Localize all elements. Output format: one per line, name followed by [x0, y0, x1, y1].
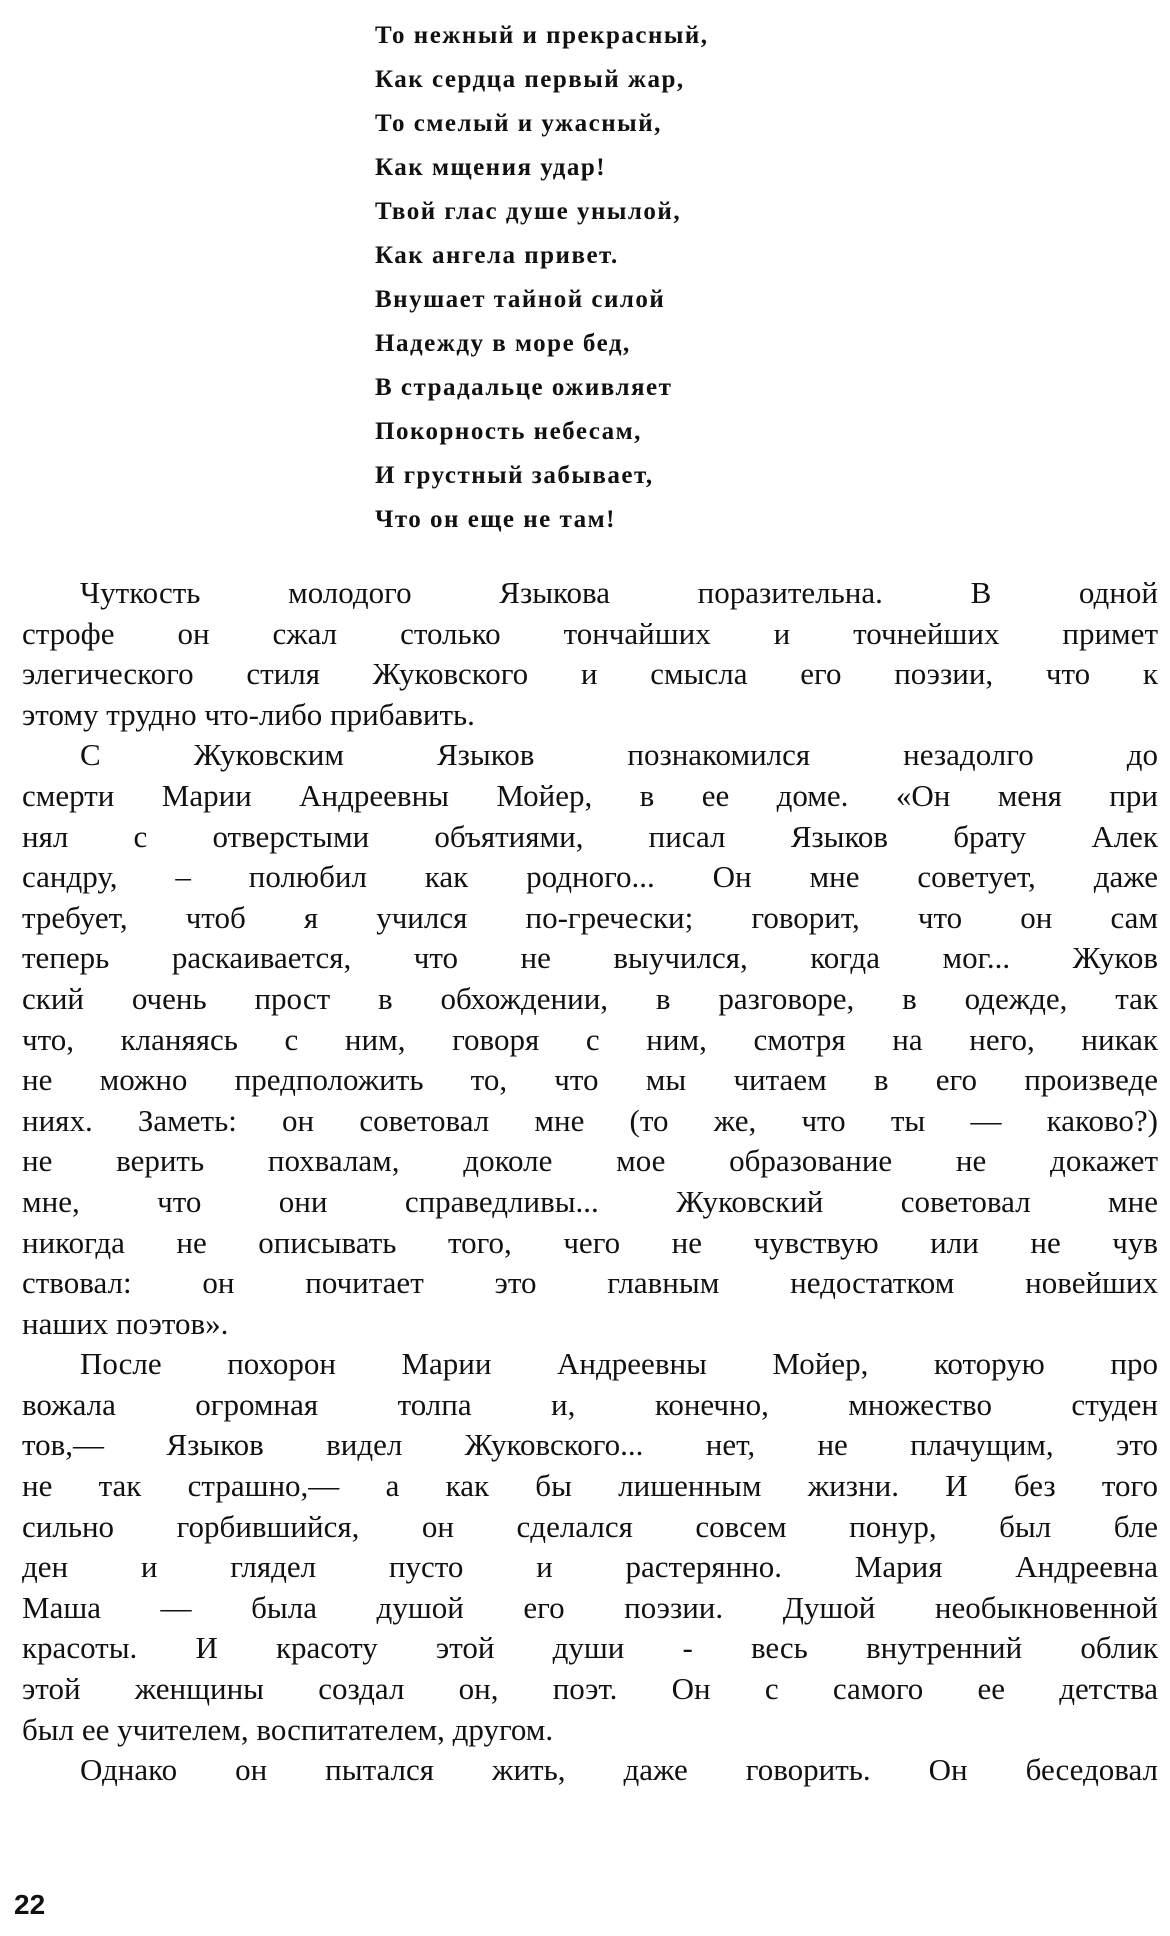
prose-line: не можно предположить то, что мы читаем в его произведе [22, 1062, 1158, 1098]
poem-line: Внушает тайной силой [375, 286, 666, 313]
prose-line: ниях. Заметь: он советовал мне (то же, что ты — каково?) [22, 1102, 1158, 1138]
poem-line: В страдальце оживляет [375, 374, 673, 401]
prose-line: теперь раскаивается, что не выучился, когда мог... Жуков [22, 940, 1158, 976]
poem-line: Твой глас душе унылой, [375, 198, 682, 225]
prose-line: смерти Марии Андреевны Мойер, в ее доме. «Он меня при [22, 777, 1158, 813]
prose-body [22, 573, 1158, 1791]
prose-line: Чуткость молодого Языкова поразительна. В одной [80, 575, 1158, 610]
poem-line: Как мщения удар! [375, 154, 607, 181]
prose-line: требует, чтоб я учился по-гречески; говорит, что он сам [22, 899, 1158, 935]
prose-line: ствовал: он почитает это главным недостатком новейших [22, 1265, 1158, 1301]
prose-line: нял с отверстыми объятиями, писал Языков брату Алек [22, 818, 1158, 854]
prose-line: что, кланяясь с ним, говоря с ним, смотря на него, никак [22, 1021, 1158, 1057]
prose-line: элегического стиля Жуковского и смысла его поэзии, что к [22, 656, 1158, 692]
prose-line: ский очень прост в обхождении, в разговоре, в одежде, так [22, 980, 1158, 1016]
poem-line: Что он еще не там! [375, 506, 616, 533]
prose-line: сильно горбившийся, он сделался совсем понур, был бле [22, 1508, 1158, 1544]
poem-line: Как ангела привет. [375, 242, 619, 269]
prose-line: Маша — была душой его поэзии. Душой необыкновенной [22, 1589, 1158, 1625]
prose-line: ден и глядел пусто и растерянно. Мария Андреевна [22, 1549, 1158, 1585]
poem-line: Надежду в море бед, [375, 330, 631, 357]
prose-line: тов,— Языков видел Жуковского... нет, не плачущим, это [22, 1427, 1158, 1463]
prose-line: мне, что они справедливы... Жуковский советовал мне [22, 1183, 1158, 1219]
prose-line: Однако он пытался жить, даже говорить. Он беседовал [80, 1752, 1158, 1788]
poem-stanza [375, 14, 895, 542]
prose-line: вожала огромная толпа и, конечно, множество студен [22, 1386, 1158, 1422]
prose-line: был ее учителем, воспитателем, другом. [22, 1711, 554, 1747]
poem-line: Покорность небесам, [375, 418, 642, 445]
prose-line: С Жуковским Языков познакомился незадолго до [80, 737, 1158, 773]
prose-line: строфе он сжал столько тончайших и точнейших примет [22, 615, 1158, 651]
page-number: 22 [14, 1889, 46, 1920]
prose-line: этой женщины создал он, поэт. Он с самого ее детства [22, 1671, 1158, 1707]
prose-line: не так страшно,— а как бы лишенным жизни. И без того [22, 1468, 1158, 1504]
prose-line: красоты. И красоту этой души - весь внутренний облик [22, 1630, 1158, 1666]
poem-line: И грустный забывает, [375, 462, 654, 489]
prose-line: сандру, – полюбил как родного... Он мне советует, даже [22, 859, 1158, 895]
poem-line: То нежный и прекрасный, [375, 22, 709, 49]
prose-line: никогда не описывать того, чего не чувствую или не чув [22, 1224, 1158, 1260]
prose-line: наших поэтов». [22, 1305, 229, 1341]
prose-line: этому трудно что-либо прибавить. [22, 696, 475, 732]
prose-line: не верить похвалам, доколе мое образование не докажет [22, 1143, 1158, 1179]
poem-line: То смелый и ужасный, [375, 110, 662, 137]
poem-line: Как сердца первый жар, [375, 66, 685, 93]
prose-line: После похорон Марии Андреевны Мойер, которую про [80, 1346, 1158, 1382]
